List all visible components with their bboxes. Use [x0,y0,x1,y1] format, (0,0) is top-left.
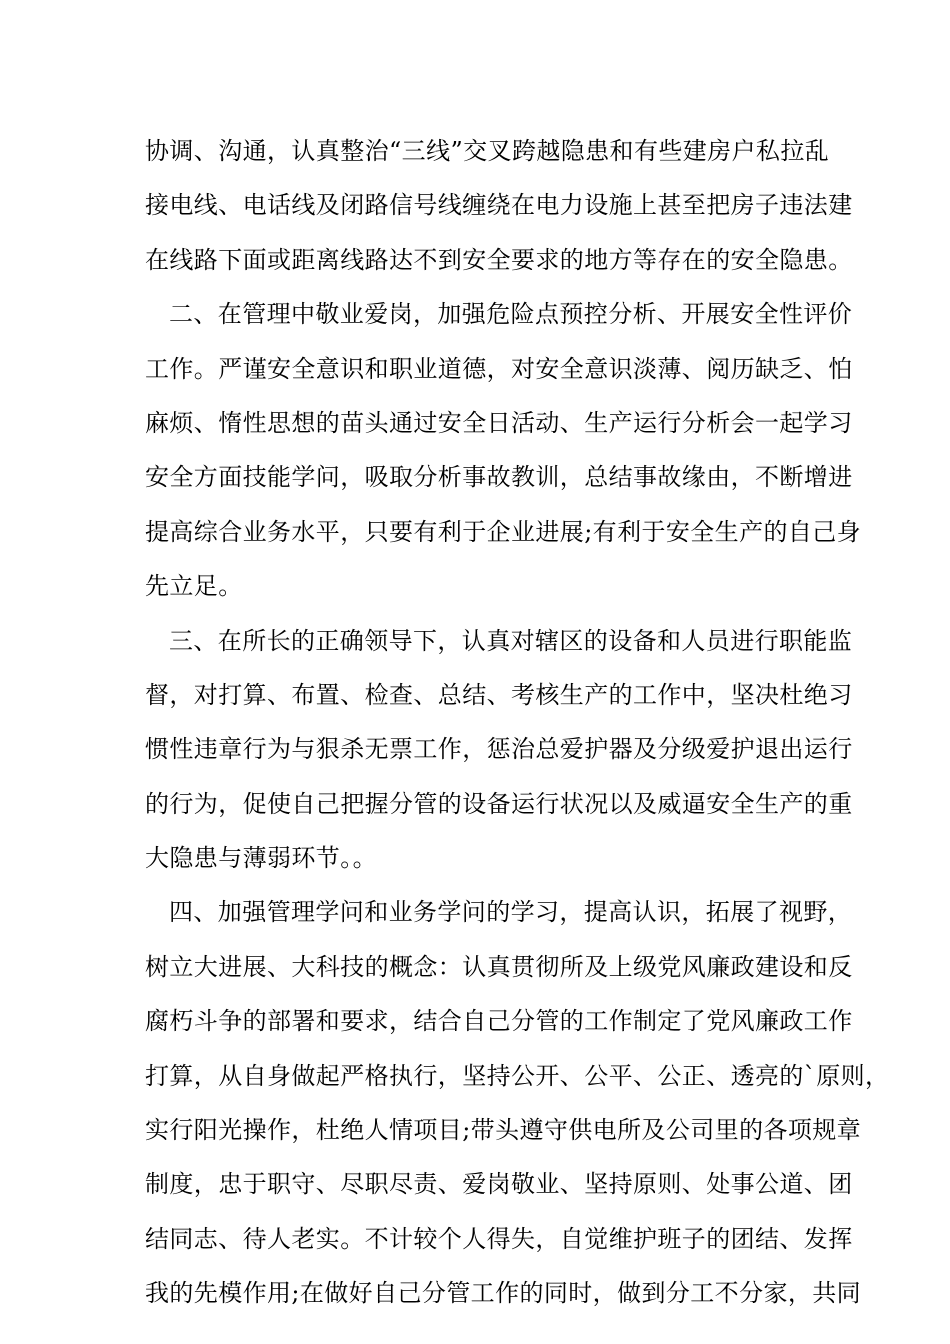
text-line: 督，对打算、布置、检查、总结、考核生产的工作中，坚决杜绝习 [145,680,853,709]
text-line: 接电线、电话线及闭路信号线缠绕在电力设施上甚至把房子违法建 [145,191,853,220]
text-line: 工作。严谨安全意识和职业道德，对安全意识淡薄、阅历缺乏、怕 [145,354,853,383]
text-line: 先立足。 [145,572,243,601]
paragraph-start-line: 三、在所长的正确领导下，认真对辖区的设备和人员进行职能监 [169,626,853,655]
text-line: 在线路下面或距离线路达不到安全要求的地方等存在的安全隐患。 [145,245,853,274]
text-line: 大隐患与薄弱环节。。 [145,844,377,873]
text-line: 树立大进展、大科技的概念：认真贯彻所及上级党风廉政建设和反 [145,952,853,981]
text-line: 安全方面技能学问，吸取分析事故教训，总结事故缘由，不断增进 [145,463,853,492]
text-line: 实行阳光操作，杜绝人情项目;带头遵守供电所及公司里的各项规章 [145,1116,862,1145]
paragraph-start-line: 二、在管理中敬业爱岗，加强危险点预控分析、开展安全性评价 [169,300,853,329]
text-line: 腐朽斗争的部署和要求，结合自己分管的工作制定了党风廉政工作 [145,1007,853,1036]
text-line: 协调、沟通，认真整治“三线”交叉跨越隐患和有些建房户私拉乱 [145,137,830,165]
text-line: 提高综合业务水平，只要有利于企业进展;有利于安全生产的自己身 [145,517,862,546]
document-body [145,124,890,1321]
text-line: 打算，从自身做起严格执行，坚持公开、公平、公正、透亮的`原则， [145,1061,890,1090]
text-line: 的行为，促使自己把握分管的设备运行状况以及威逼安全生产的重 [145,789,853,818]
paragraph-start-line: 四、加强管理学问和业务学问的学习，提高认识，拓展了视野， [169,898,853,927]
text-line: 制度，忠于职守、尽职尽责、爱岗敬业、坚持原则、处事公道、团 [145,1170,853,1199]
text-line: 我的先模作用;在做好自己分管工作的同时，做到分工不分家，共同 [145,1279,862,1308]
text-line: 结同志、待人老实。不计较个人得失，自觉维护班子的团结、发挥 [145,1224,853,1253]
text-line: 麻烦、惰性思想的苗头通过安全日活动、生产运行分析会一起学习 [145,408,853,437]
text-line: 惯性违章行为与狠杀无票工作，惩治总爱护器及分级爱护退出运行 [145,735,853,764]
